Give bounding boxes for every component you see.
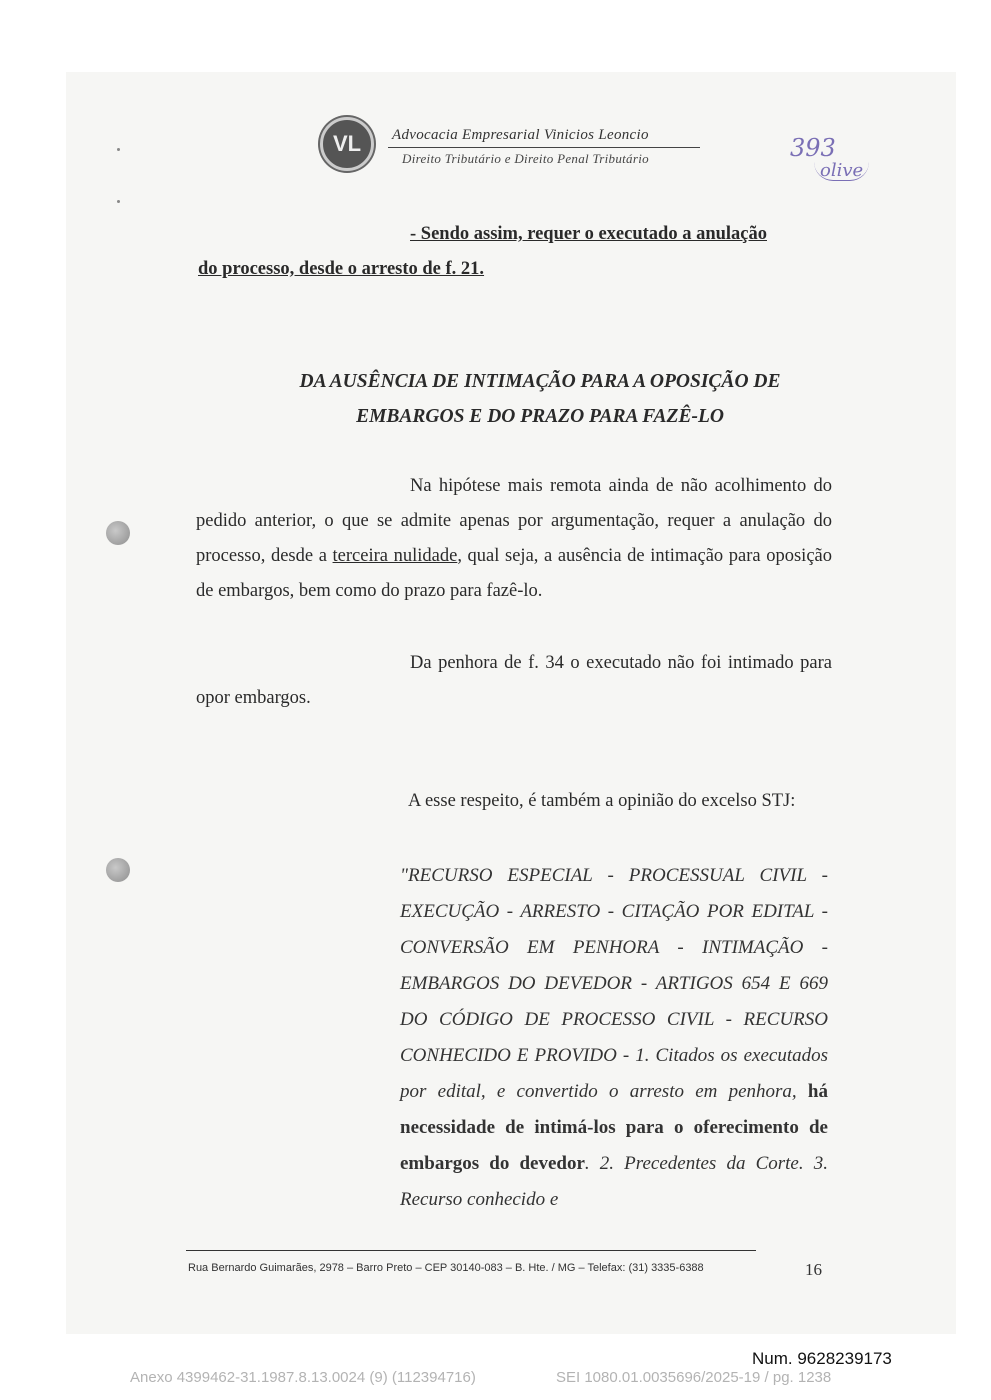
handwritten-number: 393: [790, 134, 836, 162]
section-heading: [200, 364, 880, 434]
paragraph-nullity-request: [196, 469, 832, 609]
firm-logo: [320, 117, 374, 171]
header-rule: [388, 147, 700, 148]
intro-line-1: - Sendo assim, requer o executado a anulação: [410, 224, 767, 244]
underlined-term: terceira nulidade: [332, 546, 458, 566]
quote-emphasis: há necessidade de intimá-los para o oferecimento de embargos do devedor: [400, 1081, 828, 1174]
scan-speck: [117, 200, 120, 203]
firm-name: Advocacia Empresarial Vinicios Leoncio: [392, 127, 649, 143]
firm-subtitle: Direito Tributário e Direito Penal Tributário: [402, 151, 649, 166]
jurisprudence-quote: [400, 858, 828, 1218]
quote-text: . 2. Precedentes da Corte. 3. Recurso conhecido e: [400, 1153, 828, 1210]
scan-speck: [117, 148, 120, 151]
document-number: Num. 9628239173: [752, 1349, 892, 1368]
paragraph-text: , qual seja, a ausência de intimação para oposição de embargos, bem como do prazo para fazê-lo.: [196, 546, 832, 601]
anexo-reference: Anexo 4399462-31.1987.8.13.0024 (9) (112394716): [130, 1369, 476, 1386]
sei-reference: SEI 1080.01.0035696/2025-19 / pg. 1238: [556, 1369, 832, 1386]
page-number: 16: [805, 1260, 822, 1279]
handwritten-page-mark: [790, 136, 869, 181]
footer-address: Rua Bernardo Guimarães, 2978 – Barro Preto – CEP 30140-083 – B. Hte. / MG – Telefax: (31) 3335-6388: [188, 1262, 704, 1274]
punch-hole: [106, 858, 130, 882]
logo-text: VL: [332, 131, 362, 156]
paragraph-penhora: Da penhora de f. 34 o executado não foi intimado para opor embargos.: [196, 653, 832, 708]
quote-text: "RECURSO ESPECIAL - PROCESSUAL CIVIL - EXECUÇÃO - ARRESTO - CITAÇÃO POR EDITAL - CONVERSÃO EM PENHORA - INTIMAÇÃO - EMBARGOS DO DEVEDOR - ARTIGOS 654 E 669 DO CÓDIGO DE PROCESSO CIVIL - RECURSO CONHECIDO E PROVIDO - 1. Citados os executados por edital, e convertido o arresto em penhora,: [400, 865, 828, 1102]
handwritten-initials: olive: [814, 162, 869, 181]
punch-hole: [106, 521, 130, 545]
paragraph-stj-opinion: A esse respeito, é também a opinião do excelso STJ:: [408, 791, 796, 811]
footer-rule: [186, 1250, 756, 1251]
intro-line-2: do processo, desde o arresto de f. 21.: [198, 259, 485, 279]
paragraph-text: Na hipótese mais remota ainda de não acolhimento do pedido anterior, o que se admite apenas por argumentação, requer a anulação do processo, desde a: [196, 476, 832, 566]
heading-line-1: DA AUSÊNCIA DE INTIMAÇÃO PARA A OPOSIÇÃO DE: [299, 371, 781, 392]
heading-line-2: EMBARGOS E DO PRAZO PARA FAZÊ-LO: [356, 406, 724, 427]
